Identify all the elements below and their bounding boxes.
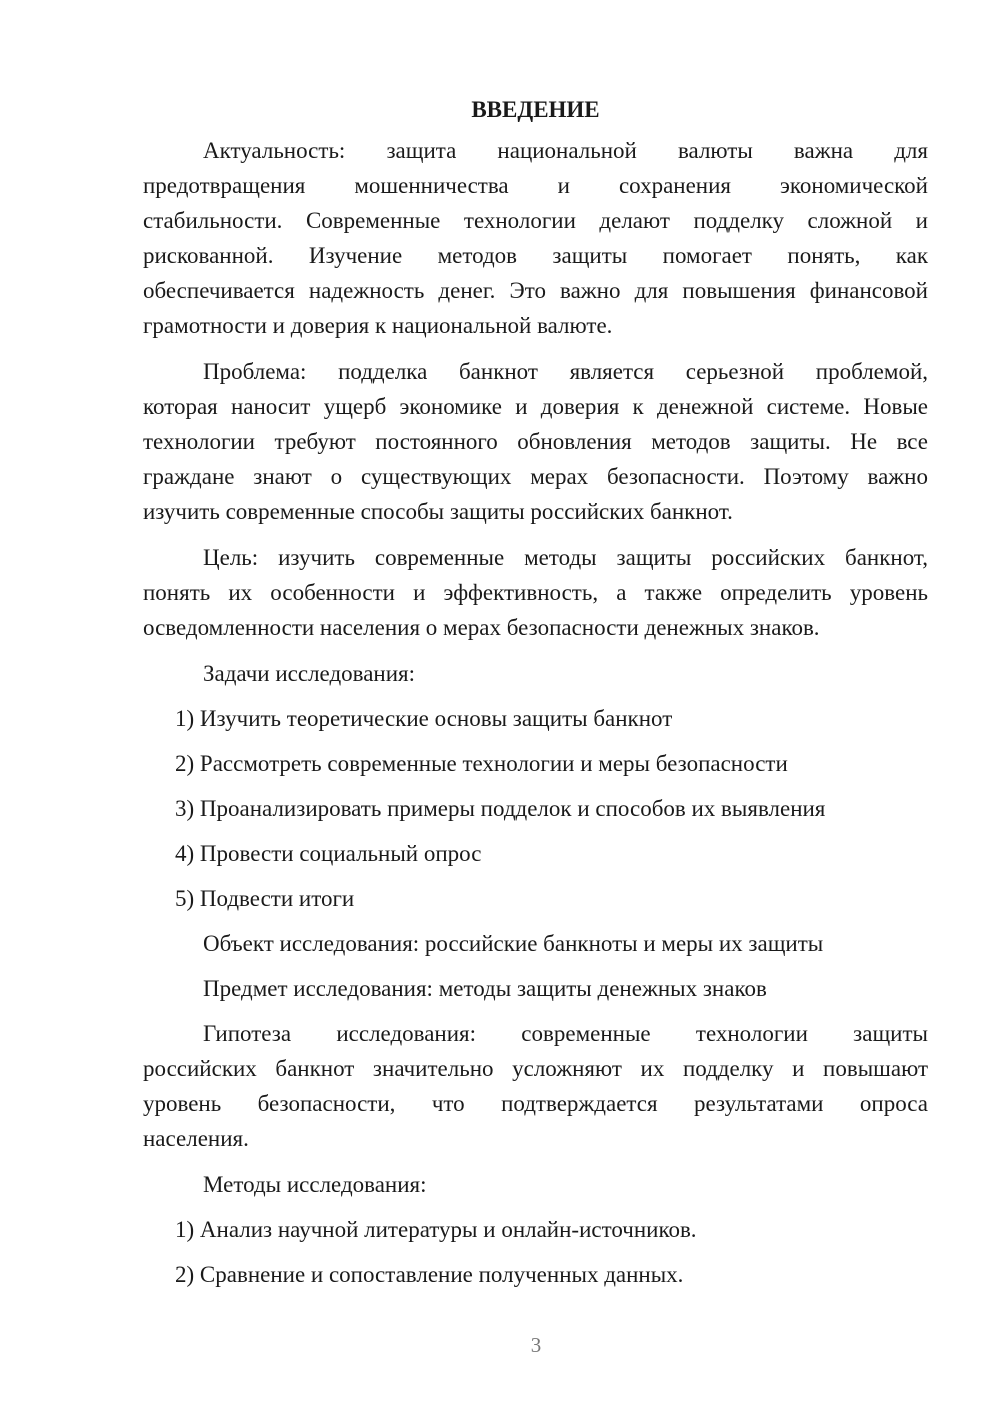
text-line: рискованной. Изучение методов защиты помогает понять, как (143, 243, 928, 268)
method-item: 1) Анализ научной литературы и онлайн-источников. (175, 1217, 697, 1242)
task-item: 5) Подвести итоги (175, 886, 355, 911)
research-subject: Предмет исследования: методы защиты денежных знаков (203, 976, 767, 1001)
text-line: грамотности и доверия к национальной валюте. (143, 313, 613, 338)
methods-heading: Методы исследования: (203, 1172, 427, 1197)
text-line: граждане знают о существующих мерах безопасности. Поэтому важно (143, 464, 928, 489)
text-line: которая наносит ущерб экономике и доверия к денежной системе. Новые (143, 394, 928, 419)
text-line: технологии требуют постоянного обновления методов защиты. Не все (143, 429, 928, 454)
task-item: 3) Проанализировать примеры подделок и способов их выявления (175, 796, 826, 821)
text-line: осведомленности населения о мерах безопасности денежных знаков. (143, 615, 820, 640)
text-line: обеспечивается надежность денег. Это важно для повышения финансовой (143, 278, 928, 303)
page-number: 3 (530, 1333, 542, 1357)
text-line: Гипотеза исследования: современные технологии защиты (203, 1021, 928, 1046)
text-line: изучить современные способы защиты российских банкнот. (143, 499, 733, 524)
paragraph-relevance (143, 133, 928, 343)
text-line: российских банкнот значительно усложняют их подделку и повышают (143, 1056, 928, 1081)
text-line: уровень безопасности, что подтверждается результатами опроса (143, 1091, 928, 1116)
paragraph-hypothesis (143, 1016, 928, 1156)
task-item: 2) Рассмотреть современные технологии и меры безопасности (175, 751, 788, 776)
text-line: населения. (143, 1126, 249, 1151)
text-line: Актуальность: защита национальной валюты важна для (203, 138, 928, 163)
task-item: 1) Изучить теоретические основы защиты банкнот (175, 706, 673, 731)
text-line: Проблема: подделка банкнот является серьезной проблемой, (203, 359, 928, 384)
paragraph-goal (143, 540, 928, 645)
document-page (143, 96, 928, 1302)
text-line: Цель: изучить современные методы защиты российских банкнот, (203, 545, 928, 570)
text-line: понять их особенности и эффективность, а также определить уровень (143, 580, 928, 605)
text-line: стабильности. Современные технологии делают подделку сложной и (143, 208, 928, 233)
research-object: Объект исследования: российские банкноты и меры их защиты (203, 931, 824, 956)
task-item: 4) Провести социальный опрос (175, 841, 482, 866)
tasks-heading: Задачи исследования: (203, 661, 416, 686)
paragraph-problem (143, 354, 928, 529)
page-title: ВВЕДЕНИЕ (471, 97, 600, 122)
text-line: предотвращения мошенничества и сохранения экономической (143, 173, 928, 198)
method-item: 2) Сравнение и сопоставление полученных данных. (175, 1262, 684, 1287)
